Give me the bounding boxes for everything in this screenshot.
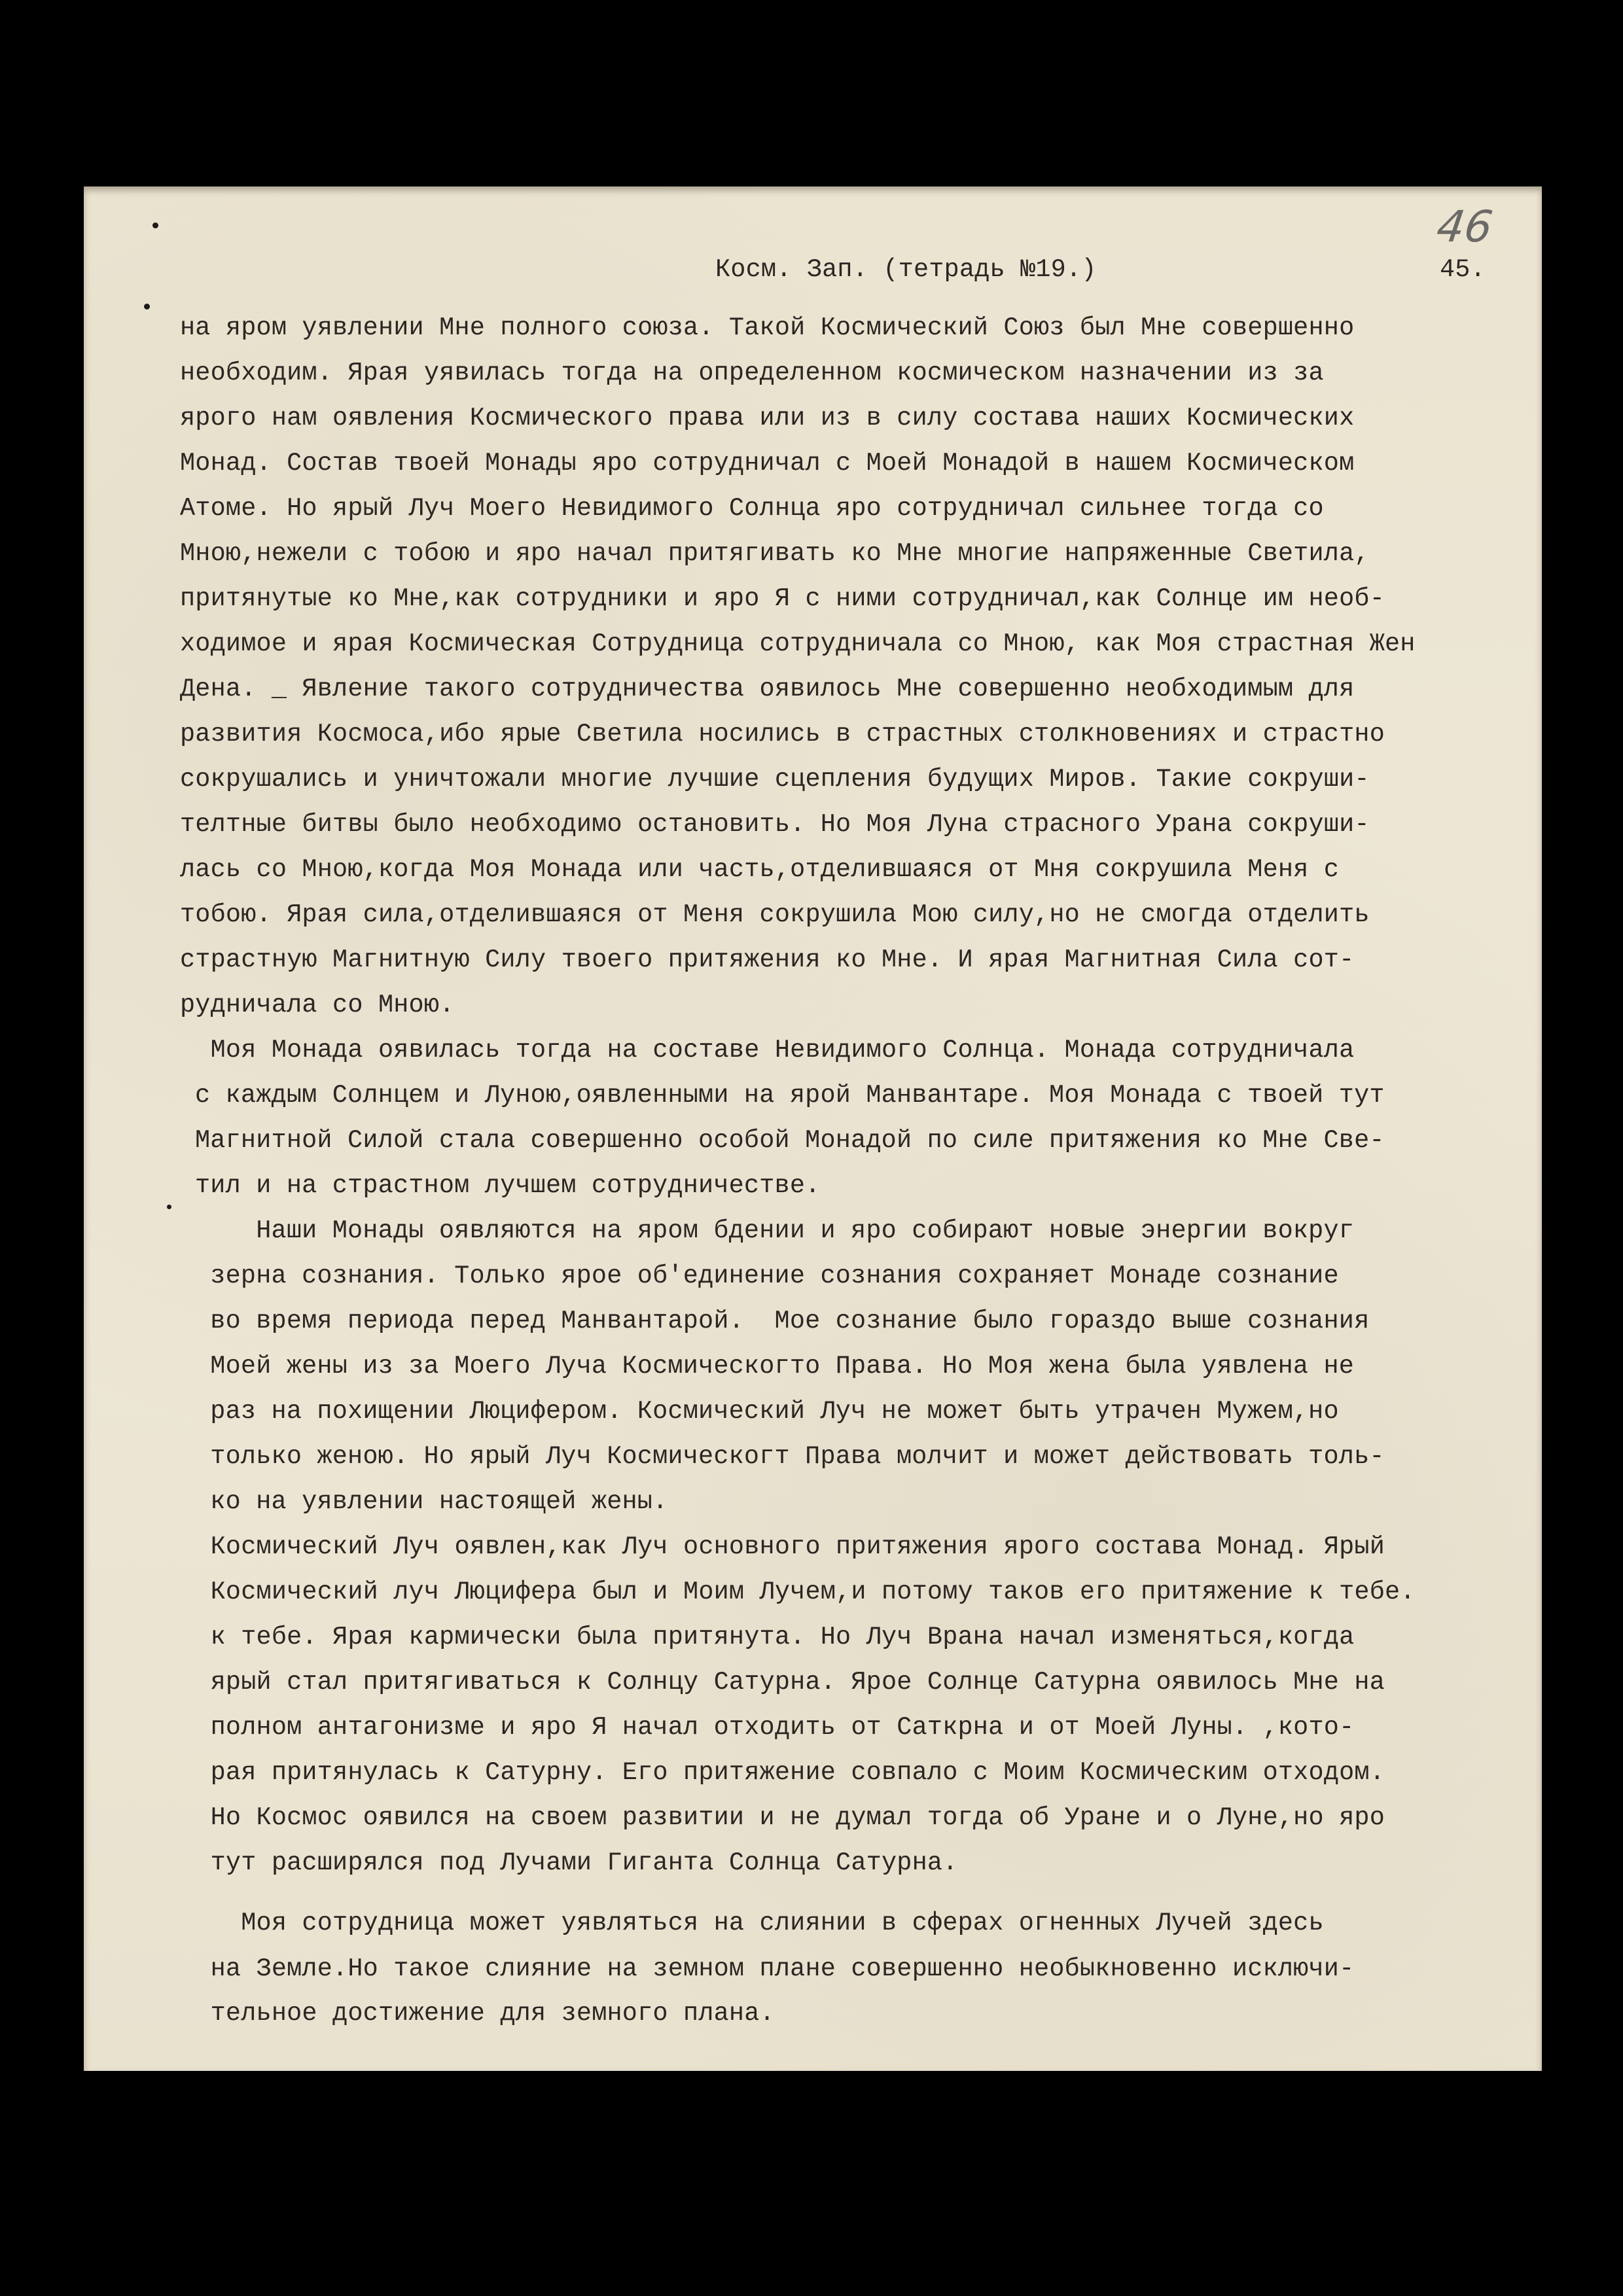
text-line: Мною,нежели с тобою и яро начал притягивать ко Мне многие напряженные Светила, (180, 539, 1370, 568)
text-line: к тебе. Ярая кармически была притянута. Но Луч Врана начал изменяться,когда (180, 1623, 1355, 1651)
text-line: Атоме. Но ярый Луч Моего Невидимого Солнца яро сотрудничал сильнее тогда со (180, 494, 1324, 523)
text-line: ходимое и ярая Космическая Сотрудница сотрудничала со Мною, как Моя страстная Жен (180, 629, 1416, 658)
text-line: Моя сотрудница может уявляться на слиянии в сферах огненных Лучей здесь (180, 1909, 1324, 1937)
text-line: развития Космоса,ибо ярые Светила носились в страстных столкновениях и страстно (180, 720, 1385, 749)
text-line: ярого нам оявления Космического права или из в силу состава наших Космических (180, 404, 1355, 433)
handwritten-page-number: 46 (1433, 202, 1496, 252)
text-line: ко на уявлении настоящей жены. (195, 1487, 668, 1516)
text-line: Космический Луч оявлен,как Луч основного притяжения ярого состава Монад. Ярый (180, 1532, 1385, 1561)
text-line: только женою. Но ярый Луч Космическогт Права молчит и может действовать толь- (195, 1442, 1385, 1471)
text-line: Магнитной Силой стала совершенно особой Монадой по силе притяжения ко Мне Све- (195, 1126, 1385, 1155)
text-line: сокрушались и уничтожали многие лучшие сцепления будущих Миров. Такие сокруши- (180, 765, 1370, 794)
text-line: притянутые ко Мне,как сотрудники и яро Я с ними сотрудничал,как Солнце им необ- (180, 584, 1385, 613)
text-line: необходим. Ярая уявилась тогда на определенном космическом назначении из за (180, 359, 1324, 387)
text-line: тобою. Ярая сила,отделившаяся от Меня сокрушила Мою силу,но не смогда отделить (180, 900, 1370, 929)
page-header: Косм. Зап. (тетрадь №19.) (715, 255, 1097, 284)
text-line: Но Космос оявился на своем развитии и не думал тогда об Уране и о Луне,но яро (180, 1803, 1385, 1832)
text-line: на яром уявлении Мне полного союза. Такой Космический Союз был Мне совершенно (180, 313, 1355, 342)
text-line: рая притянулась к Сатурну. Его притяжение совпало с Моим Космическим отходом. (180, 1758, 1385, 1787)
margin-mark (152, 222, 158, 228)
text-line: Наши Монады оявляются на яром бдении и яро собирают новые энергии вокруг (195, 1216, 1355, 1245)
margin-mark (167, 1205, 171, 1209)
text-line: Дена. _ Явление такого сотрудничества оявилось Мне совершенно необходимым для (180, 675, 1355, 703)
text-line: ярый стал притягиваться к Солнцу Сатурна. Ярое Солнце Сатурна оявилось Мне на (180, 1668, 1385, 1697)
text-line: во время периода перед Манвантарой. Мое сознание было гораздо выше сознания (195, 1307, 1370, 1335)
text-line: с каждым Солнцем и Луною,оявленными на ярой Манвантаре. Моя Монада с твоей тут (195, 1081, 1385, 1110)
text-line: тельное достижение для земного плана. (180, 1999, 775, 2028)
typed-page-number: 45. (1440, 255, 1486, 284)
text-line: лась со Мною,когда Моя Монада или часть,отделившаяся от Мня сокрушила Меня с (180, 855, 1340, 884)
text-line: телтные битвы было необходимо остановить. Но Моя Луна страсного Урана сокруши- (180, 810, 1370, 839)
text-line: тут расширялся под Лучами Гиганта Солнца Сатурна. (180, 1848, 958, 1877)
text-line: тил и на страстном лучшем сотрудничестве. (195, 1171, 821, 1200)
margin-mark (144, 304, 150, 309)
text-line: раз на похищении Люцифером. Космический Луч не может быть утрачен Мужем,но (195, 1397, 1339, 1426)
text-line: Моей жены из за Моего Луча Космическогто Права. Но Моя жена была уявлена не (195, 1352, 1355, 1381)
text-line: зерна сознания. Только ярое об'единение сознания сохраняет Монаде сознание (195, 1262, 1339, 1290)
text-line: Моя Монада оявилась тогда на составе Невидимого Солнца. Монада сотрудничала (180, 1036, 1355, 1065)
text-line: полном антагонизме и яро Я начал отходить от Саткрна и от Моей Луны. ,кото- (180, 1713, 1355, 1742)
text-line: на Земле.Но такое слияние на земном плане совершенно необыкновенно исключи- (180, 1954, 1355, 1983)
text-line: рудничала со Мною. (180, 991, 455, 1019)
text-line: Космический луч Люцифера был и Моим Лучем,и потому таков его притяжение к тебе. (180, 1578, 1416, 1606)
text-line: Монад. Состав твоей Монады яро сотрудничал с Моей Монадой в нашем Космическом (180, 449, 1355, 478)
text-line: страстную Магнитную Силу твоего притяжения ко Мне. И ярая Магнитная Сила сот- (180, 945, 1355, 974)
